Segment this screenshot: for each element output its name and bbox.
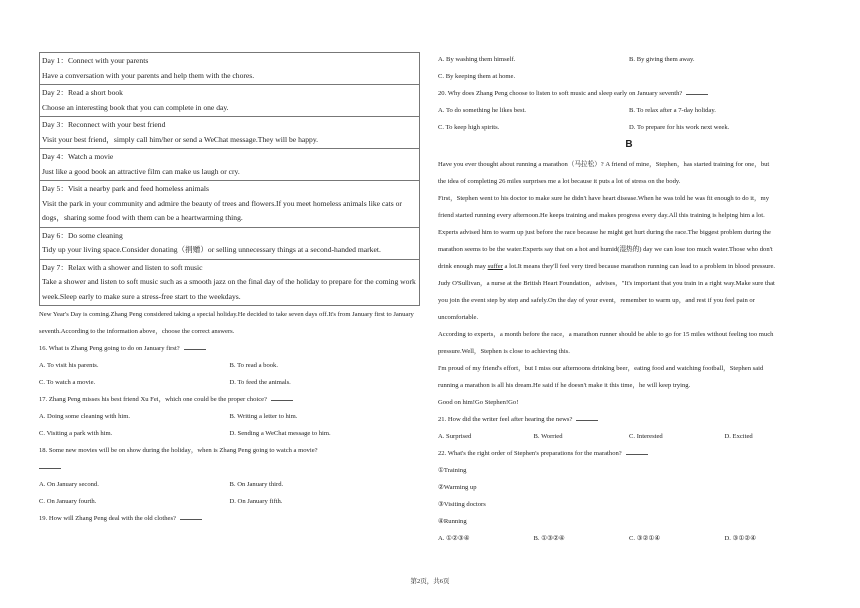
option-b[interactable]: B. To read a book.: [229, 362, 278, 369]
question-16: [39, 340, 420, 357]
question-22-stem: 22. What's the right order of Stephen's preparations for the marathon?: [438, 450, 622, 457]
option-a[interactable]: A. ①②③④: [438, 535, 470, 542]
question-20-stem: 20. Why does Zhang Peng choose to listen to soft music and sleep early on January seventh?: [438, 90, 683, 97]
holiday-plan-table: [39, 52, 420, 306]
day-7-desc: Take a shower and listen to soft music such as a smooth jazz on the final day of the holiday to prepare for the coming work week.Sleep early to make sure a stress-free start to the weekdays.: [42, 277, 416, 301]
answer-blank[interactable]: [184, 343, 206, 350]
question-16-options: [39, 374, 420, 391]
option-a[interactable]: A. By washing them himself.: [438, 56, 516, 63]
option-d[interactable]: D. To prepare for his work next week.: [629, 124, 730, 131]
passage-line: First，Stephen went to his doctor to make sure he didn't have heart disease.When he was told he was fit enough to do it，my: [438, 195, 769, 202]
table-cell: [40, 149, 420, 181]
day-2-title: Day 2：Read a short book: [42, 88, 123, 97]
question-18: [39, 442, 420, 459]
day-3-title: Day 3：Reconnect with your best friend: [42, 120, 166, 129]
question-22: [438, 445, 820, 462]
question-19-options: [438, 68, 820, 85]
option-d[interactable]: D. On January fifth.: [229, 498, 283, 505]
table-cell: [40, 227, 420, 259]
option-a[interactable]: A. To visit his parents.: [39, 362, 99, 369]
question-20-options: [438, 102, 820, 119]
passage-line: Experts advised him to warm up just before the race because he might get hurt during the race.The biggest problem during the: [438, 229, 771, 236]
question-22-options: [438, 530, 820, 547]
passage-line: marathon seems to be the water.Experts say that on a hot and humid(湿热的) day we can lose too much water.Those who don't: [438, 246, 773, 253]
option-a[interactable]: A. Surprised: [438, 433, 472, 440]
question-18-stem: 18. Some new movies will be on show during the holiday，when is Zhang Peng going to watch a movie?: [39, 447, 318, 454]
answer-blank[interactable]: [576, 414, 598, 421]
question-17-options: [39, 408, 420, 425]
question-17-options: [39, 425, 420, 442]
question-18-blank-line: [39, 459, 420, 476]
passage-line: Judy O'Sullivan，a nurse at the British Heart Foundation，advises，"It's important that you train in a right way.Make sure that: [438, 280, 775, 287]
option-b[interactable]: B. Worried: [533, 433, 563, 440]
table-row: [40, 117, 420, 149]
table-cell: [40, 85, 420, 117]
page-number: 第2页，共6页: [410, 578, 450, 585]
option-c[interactable]: C. Visiting a park with him.: [39, 430, 113, 437]
passage-a-intro: New Year's Day is coming.Zhang Peng considered taking a special holiday.He decided to take seven days off.It's from January first to January seventh.According to the information above，choose the correct answers.: [39, 311, 414, 335]
left-column: [39, 52, 420, 527]
table-row: [40, 181, 420, 228]
passage-line: friend started running every afternoon.He keeps training and makes progress every day.All this training is helping him a lot.: [438, 212, 765, 219]
table-cell: [40, 53, 420, 85]
option-c[interactable]: C. On January fourth.: [39, 498, 97, 505]
passage-line: According to experts，a month before the race，a marathon runner should be able to go for 15 miles without feeling too much: [438, 331, 774, 338]
question-19-stem: 19. How will Zhang Peng deal with the old clothes?: [39, 515, 176, 522]
option-b[interactable]: B. ①③②④: [533, 535, 565, 542]
answer-blank[interactable]: [39, 462, 61, 469]
passage-line: [438, 258, 820, 275]
passage-line: pressure.Well，Stephen is close to achieving this.: [438, 348, 570, 355]
question-19-options: [438, 51, 820, 68]
question-22-item: ②Warming up: [438, 484, 477, 491]
option-b[interactable]: B. By giving them away.: [629, 56, 695, 63]
option-b[interactable]: B. On January third.: [229, 481, 284, 488]
option-a[interactable]: A. Doing some cleaning with him.: [39, 413, 131, 420]
day-2-desc: Choose an interesting book that you can complete in one day.: [42, 102, 229, 112]
passage-text: drink enough may: [438, 263, 488, 270]
passage-line: you join the event step by step and safely.On the day of your event，remember to warm up，and rest if you feel pain or: [438, 297, 755, 304]
answer-blank[interactable]: [271, 394, 293, 401]
option-c[interactable]: C. ③②①④: [629, 535, 661, 542]
day-6-desc: Tidy up your living space.Consider donating（捐赠）or selling unnecessary things at a second-handed market.: [42, 245, 381, 254]
answer-blank[interactable]: [626, 448, 648, 455]
day-7-title: Day 7：Relax with a shower and listen to soft music: [42, 262, 203, 272]
day-6-title: Day 6：Do some cleaning: [42, 230, 123, 240]
passage-line: running a marathon is all his dream.He said if he doesn't make it this time，he will keep trying.: [438, 382, 691, 389]
day-5-desc: Visit the park in your community and admire the beauty of trees and flowers.If you meet homeless animals like cats or dogs，sharing some food with them can be a heartwarming thing.: [42, 198, 402, 222]
day-4-desc: Just like a good book an attractive film can make us laugh or cry.: [42, 166, 240, 176]
day-4-title: Day 4：Watch a movie: [42, 152, 114, 161]
passage-line: Good on him!Go Stephen!Go!: [438, 399, 519, 406]
option-a[interactable]: A. To do something he likes best.: [438, 107, 527, 114]
table-cell: [40, 259, 420, 306]
option-c[interactable]: C. To watch a movie.: [39, 379, 96, 386]
passage-line: uncomfortable.: [438, 314, 479, 321]
option-d[interactable]: D. To feed the animals.: [229, 379, 291, 386]
right-column: [438, 52, 820, 547]
option-b[interactable]: B. To relax after a 7-day holiday.: [629, 107, 716, 114]
option-c[interactable]: C. Interested: [629, 433, 663, 440]
option-b[interactable]: B. Writing a letter to him.: [229, 413, 298, 420]
question-22-item: ④Running: [438, 518, 467, 525]
passage-line: I'm proud of my friend's effort，but I miss our afternoons drinking beer，eating food and watching football，Stephen said: [438, 365, 764, 372]
question-18-options: [39, 493, 420, 510]
day-3-desc: Visit your best friend，simply call him/her or send a WeChat message.They will be happy.: [42, 134, 319, 144]
day-5-title: Day 5：Visit a nearby park and feed homeless animals: [42, 184, 209, 193]
passage-text: a lot.It means they'll feel very tired because marathon running can lead to a problem in blood pressure.: [502, 263, 776, 270]
passage-line: Have you ever thought about running a marathon（马拉松）? A friend of mine，Stephen，has started training for one，but: [438, 161, 770, 168]
question-16-stem: 16. What is Zhang Peng going to do on January first?: [39, 345, 180, 352]
table-row: [40, 259, 420, 306]
table-row: [40, 85, 420, 117]
table-row: [40, 149, 420, 181]
question-20-options: [438, 119, 820, 136]
option-c[interactable]: C. To keep high spirits.: [438, 124, 500, 131]
question-17: [39, 391, 420, 408]
question-21-options: [438, 428, 820, 445]
question-21: [438, 411, 820, 428]
option-c[interactable]: C. By keeping them at home.: [438, 73, 516, 80]
option-d[interactable]: D. Excited: [724, 433, 753, 440]
underlined-word: suffer: [487, 263, 503, 270]
section-heading-b: B: [625, 139, 633, 150]
question-18-options: [39, 476, 420, 493]
option-d[interactable]: D. Sending a WeChat message to him.: [229, 430, 331, 437]
option-a[interactable]: A. On January second.: [39, 481, 99, 488]
question-16-options: [39, 357, 420, 374]
question-17-stem: 17. Zhang Peng misses his best friend Xu Fei，which one could be the proper choice?: [39, 396, 267, 403]
day-1-title: Day 1：Connect with your parents: [42, 56, 149, 65]
question-20: [438, 85, 820, 102]
question-19: [39, 510, 420, 527]
table-cell: [40, 117, 420, 149]
answer-blank[interactable]: [686, 88, 708, 95]
day-1-desc: Have a conversation with your parents and help them with the chores.: [42, 70, 255, 80]
question-21-stem: 21. How did the writer feel after hearing the news?: [438, 416, 573, 423]
option-d[interactable]: D. ③①②④: [724, 535, 757, 542]
answer-blank[interactable]: [180, 513, 202, 520]
table-row: [40, 53, 420, 85]
question-22-item: ③Visiting doctors: [438, 501, 486, 508]
passage-line: the idea of completing 26 miles surprises me a lot because it puts a lot of stress on the body.: [438, 178, 681, 185]
table-row: [40, 227, 420, 259]
question-22-item: ①Training: [438, 467, 467, 474]
table-cell: [40, 181, 420, 228]
